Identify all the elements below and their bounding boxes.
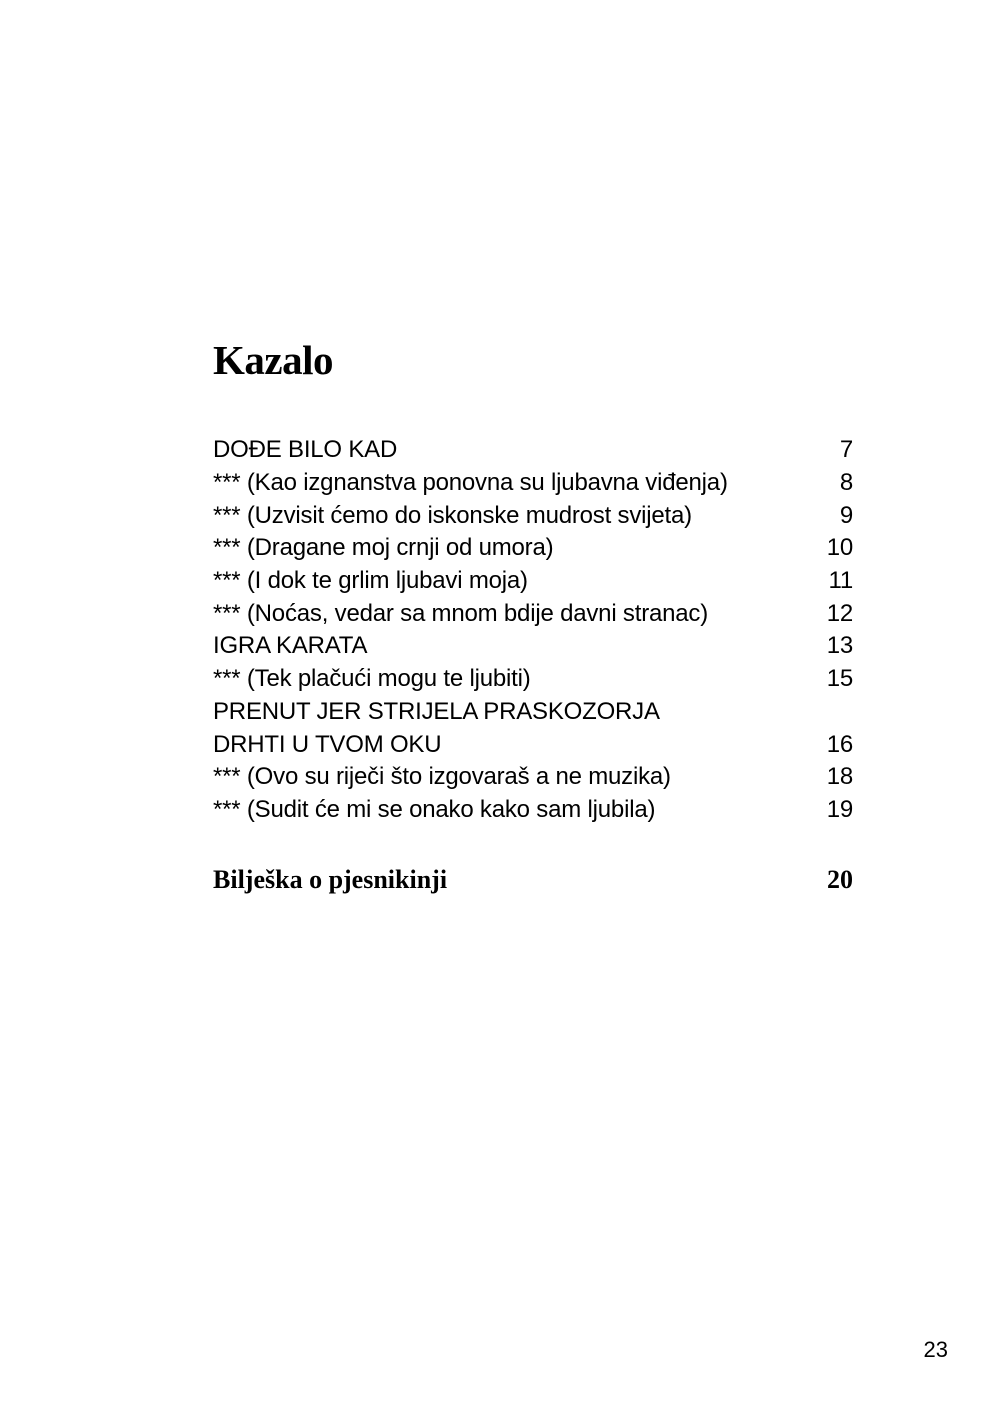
- toc-entry-title: *** (I dok te grlim ljubavi moja): [213, 567, 528, 595]
- toc-entry-title: *** (Kao izgnanstva ponovna su ljubavna viđenja): [213, 469, 728, 497]
- toc-entry: [213, 434, 853, 467]
- toc-entry-page: 10: [826, 534, 853, 562]
- page-title: Kazalo: [213, 337, 333, 383]
- toc-entry: [213, 663, 853, 696]
- toc-entry-title: DOĐE BILO KAD: [213, 436, 398, 464]
- toc-entry-page: 7: [839, 436, 853, 464]
- toc-entry-page: 11: [828, 567, 853, 595]
- toc-entry-page: 19: [826, 795, 853, 823]
- toc-entry-title: *** (Sudit će mi se onako kako sam ljubila): [213, 795, 656, 823]
- toc-entry-page: 15: [826, 665, 853, 693]
- toc-entry-title: IGRA KARATA: [213, 632, 368, 660]
- toc-entry-title: DRHTI U TVOM OKU: [213, 730, 442, 758]
- toc-entry: [213, 597, 853, 630]
- toc-entry-title: *** (Dragane moj crnji od umora): [213, 534, 554, 562]
- toc-entry-page: 9: [839, 501, 853, 529]
- toc-entry-title: *** (Tek plačući mogu te ljubiti): [213, 665, 531, 693]
- toc-entry: [213, 532, 853, 565]
- toc-entry: [213, 630, 853, 663]
- toc-entry-page: 13: [826, 632, 853, 660]
- toc-entry: [213, 728, 853, 761]
- author-note-title: Bilješka o pjesnikinji: [213, 865, 448, 894]
- toc-entry: [213, 467, 853, 500]
- toc-entry: [213, 696, 853, 729]
- toc-entry-title: *** (Noćas, vedar sa mnom bdije davni stranac): [213, 599, 709, 627]
- toc-entry-title: *** (Ovo su riječi što izgovaraš a ne muzika): [213, 763, 671, 791]
- toc-entry-title: *** (Uzvisit ćemo do iskonske mudrost svijeta): [213, 501, 692, 529]
- toc-entry-page: 8: [839, 469, 853, 497]
- toc-entry-page: 18: [826, 763, 853, 791]
- toc-entry-author-note: [213, 863, 853, 897]
- page-number: 23: [923, 1337, 948, 1362]
- toc-entry: [213, 761, 853, 794]
- table-of-contents: [213, 434, 853, 826]
- toc-entry-page: 16: [826, 730, 853, 758]
- toc-entry: [213, 499, 853, 532]
- author-note-page: 20: [827, 865, 853, 894]
- toc-entry-page: 12: [826, 599, 853, 627]
- toc-entry: [213, 794, 853, 827]
- toc-entry-title: PRENUT JER STRIJELA PRASKOZORJA: [213, 697, 660, 725]
- toc-entry: [213, 565, 853, 598]
